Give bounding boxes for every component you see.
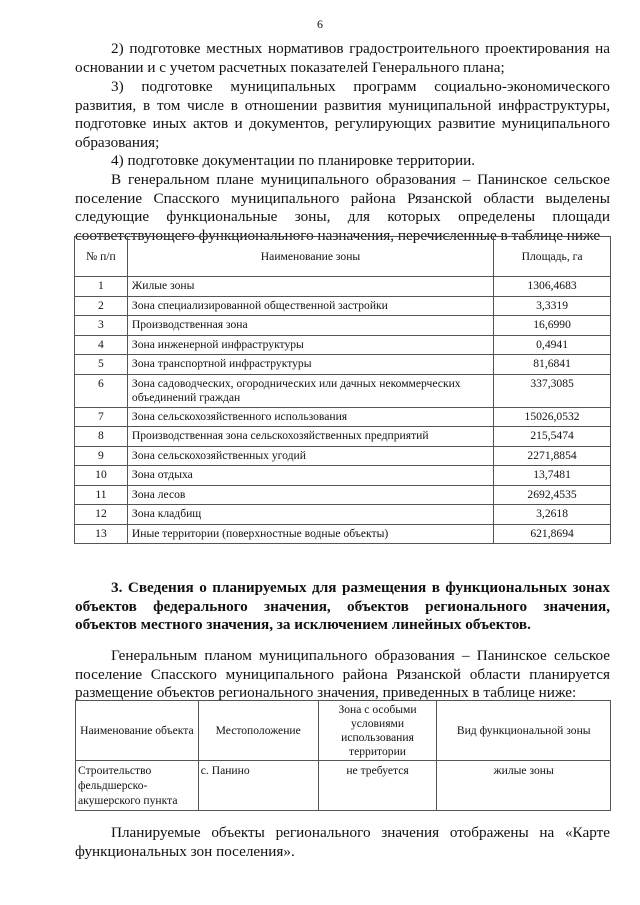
table-row: 2 Зона специализированной общественной застройки 3,3319 [75,296,611,316]
table-row: 9 Зона сельскохозяйственных угодий 2271,8854 [75,446,611,466]
table-row: 5 Зона транспортной инфраструктуры 81,6841 [75,355,611,375]
zones-table-header [75,237,611,277]
table-row: 4 Зона инженерной инфраструктуры 0,4941 [75,335,611,355]
paragraph-item-3: 3) подготовке муниципальных программ социально-экономического развития, в том числе в отношении развития муниципальной инфраструктуры, подготовке иных актов и документов, регулирующих развитие муниципального образования; [75,78,610,151]
table-row: 3 Производственная зона 16,6990 [75,316,611,336]
table-row: 13 Иные территории (поверхностные водные объекты) 621,8694 [75,524,611,544]
table-row: 12 Зона кладбищ 3,2618 [75,505,611,525]
zones-table [74,236,611,544]
table-row: 7 Зона сельскохозяйственного использования 15026,0532 [75,407,611,427]
header-special-zone: Зона с особыми условиями использования территории [318,701,437,761]
header-name: Наименование зоны [127,237,493,277]
table-row: 6 Зона садоводческих, огороднических или дачных некоммерческих объединений граждан 337,3085 [75,374,611,407]
section-3-paragraph: Генеральным планом муниципального образования – Панинское сельское поселение Спасского муниципального района Рязанской области планируется размещение объектов регионального значения, приведенных в таблице ниже: [75,647,610,702]
objects-table-header [76,701,611,761]
table-row: Строительство фельдшерско-акушерского пункта с. Панино не требуется жилые зоны [76,761,611,811]
closing-paragraph: Планируемые объекты регионального значения отображены на «Карте функциональных зон поселения». [75,824,610,860]
objects-table [75,700,611,811]
table-row: 1 Жилые зоны 1306,4683 [75,277,611,297]
header-functional-zone: Вид функциональной зоны [437,701,611,761]
paragraph-item-4: 4) подготовке документации по планировке территории. [111,152,476,169]
table-row: 10 Зона отдыха 13,7481 [75,466,611,486]
header-area: Площадь, га [494,237,611,277]
header-num: № п/п [75,237,128,277]
paragraph-item-2: 2) подготовке местных нормативов градостроительного проектирования на основании и с учетом расчетных показателей Генерального плана; [75,40,610,76]
table-row: 11 Зона лесов 2692,4535 [75,485,611,505]
section-3-heading: 3. Сведения о планируемых для размещения в функциональных зонах объектов федерального значения, объектов регионального значения, объектов местного значения, за исключением линейных объектов. [75,579,610,634]
table-row: 8 Производственная зона сельскохозяйственных предприятий 215,5474 [75,427,611,447]
paragraph-zones-intro: В генеральном плане муниципального образования – Панинское сельское поселение Спасского муниципального района Рязанской области выделены следующие функциональные зоны, для которых определены площади соответствующего функционального назначения, перечисленные в таблице ниже [75,171,610,244]
header-location: Местоположение [198,701,318,761]
page-number: 6 [317,17,323,31]
header-object-name: Наименование объекта [76,701,199,761]
